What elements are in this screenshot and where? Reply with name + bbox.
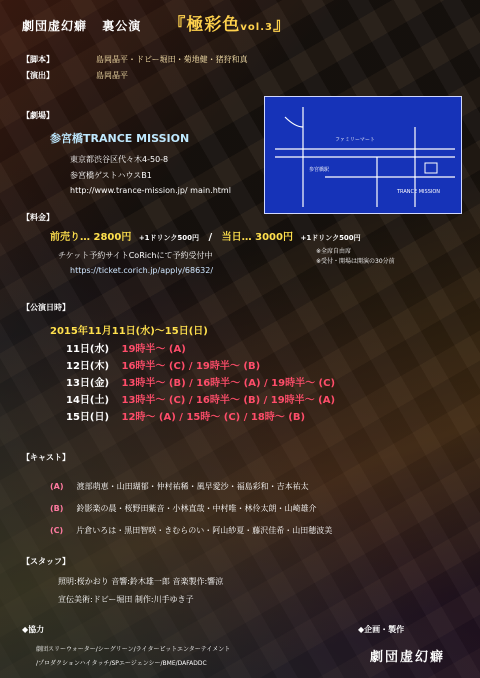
door-drink: +1ドリンク500円 (300, 234, 361, 242)
schedule-row (66, 408, 335, 425)
ticket-url[interactable]: https://ticket.corich.jp/apply/68632/ (70, 266, 214, 275)
schedule-day: 14日(土) (66, 395, 110, 406)
ticket-prices (50, 228, 361, 243)
ticket-note: チケット予約サイトCoRichにて予約受付中 (58, 251, 213, 260)
schedule-row (66, 340, 335, 357)
staff-label: 【スタッフ】 (22, 557, 70, 566)
cast-group-a: (A) (50, 482, 64, 491)
header (22, 10, 291, 35)
plan-label: ◆企画・製作 (358, 625, 405, 634)
venue-address: 東京都渋谷区代々木4-50-8 (70, 155, 169, 164)
script-label: 【脚本】 (22, 55, 54, 64)
staff-line-2: 宣伝美術:ドビー堀田 制作:川手ゆき子 (58, 595, 194, 604)
venue-building: 参宮橋ゲストハウスB1 (70, 171, 152, 180)
director-value: 島岡晶平 (96, 71, 128, 80)
cast-label: 【キャスト】 (22, 453, 70, 462)
show-title: 『極彩色 (168, 15, 241, 35)
staff-line-1: 照明:桜かおり 音響:鈴木雄一郎 音楽製作:響涼 (58, 577, 224, 586)
troupe-logo: 劇団虚幻癖 (370, 650, 446, 665)
cast-names-b: 鈴影楽の晨・桜野田紫音・小林直哉・中村唯・林伶太朗・山崎雄介 (76, 504, 317, 513)
map-label-station: 参宮橋駅 (309, 167, 330, 173)
cast-row-c (50, 518, 460, 537)
schedule-slots: 16時半〜 (C) / 19時半〜 (B) (121, 361, 261, 372)
map-label-venue: TRANCE MISSION (397, 189, 441, 195)
cast-group-c: (C) (50, 526, 64, 535)
advance-drink: +1ドリンク500円 (138, 234, 200, 242)
tickets-label: 【料金】 (22, 213, 54, 222)
venue-name: 参宮橋TRANCE MISSION (50, 132, 190, 145)
door-price: 当日… 3000円 (221, 232, 293, 243)
open-note: ※受付・開場は開演の30分前 (316, 258, 395, 265)
schedule-slots: 19時半〜 (A) (121, 344, 186, 355)
schedule-row (66, 391, 335, 408)
cooperation-line-2: /プロダクションハイタッチ/SPエージェンシー/BME/DAFADDC (36, 660, 207, 667)
cast-row-b (50, 496, 460, 515)
schedule-slots: 13時半〜 (B) / 16時半〜 (A) / 19時半〜 (C) (121, 378, 336, 389)
cast-names-c: 片倉いろは・黒田智咲・きむらのい・阿山紗夏・藤沢佳希・山田穂波美 (76, 526, 333, 535)
schedule-day: 13日(金) (66, 378, 110, 389)
price-separator: / (208, 232, 213, 243)
advance-price: 前売り… 2800円 (50, 232, 132, 243)
schedule-list (66, 340, 335, 425)
dates-label: 【公演日時】 (22, 303, 70, 312)
venue-label: 【劇場】 (22, 111, 54, 120)
cast-row-a (50, 474, 460, 493)
director-label: 【演出】 (22, 71, 54, 80)
cast-names-a: 渡部萌恵・山田瑚郁・仲村祐稀・風早愛沙・福島彩和・吉本祐太 (76, 482, 309, 491)
schedule-day: 12日(木) (66, 361, 110, 372)
schedule-day: 15日(日) (66, 412, 110, 423)
date-range: 2015年11月11日(水)〜15日(日) (50, 326, 208, 337)
cooperation-label: ◆協力 (22, 625, 45, 634)
schedule-day: 11日(水) (66, 344, 110, 355)
event-type: 裏公演 (102, 19, 142, 33)
show-title-close: 』 (272, 15, 291, 35)
troupe-name: 劇団虚幻癖 (22, 19, 88, 33)
map-drawing (265, 97, 463, 215)
schedule-row (66, 357, 335, 374)
schedule-slots: 12時〜 (A) / 15時〜 (C) / 18時〜 (B) (121, 412, 306, 423)
cooperation-line-1: 劇団スリーウォーター/シーグリーン/ライターピットエンターテイメント (36, 646, 231, 653)
cast-group-b: (B) (50, 504, 64, 513)
map-label-top: ファミリーマート (335, 137, 375, 143)
schedule-slots: 13時半〜 (C) / 16時半〜 (B) / 19時半〜 (A) (121, 395, 336, 406)
venue-url[interactable]: http://www.trance-mission.jp/ main.html (70, 186, 231, 195)
schedule-row (66, 374, 335, 391)
script-value: 島岡晶平・ドビー堀田・菊地健・猪狩和真 (96, 55, 248, 64)
venue-map (264, 96, 462, 214)
seat-note: ※全席自由席 (316, 248, 352, 255)
show-vol: vol.3 (240, 22, 273, 33)
